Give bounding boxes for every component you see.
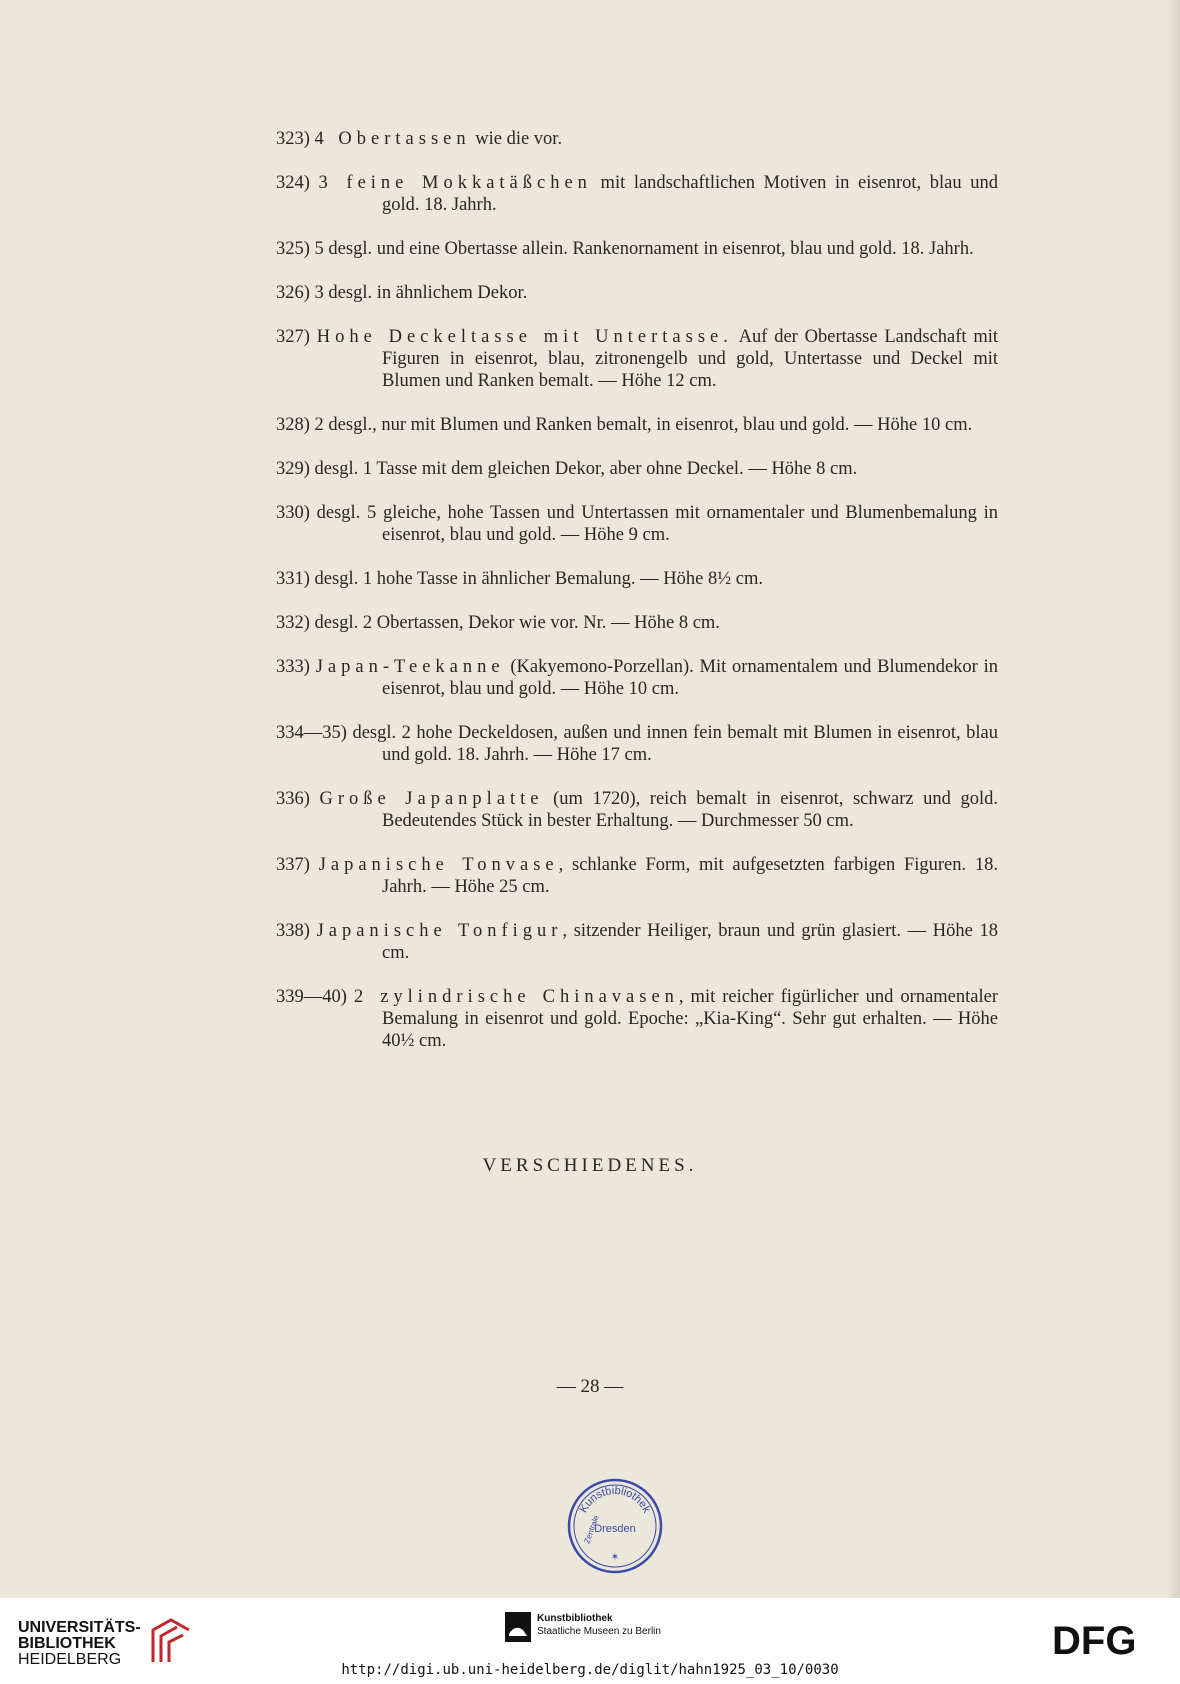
kunstbibliothek-logo[interactable]: Kunstbibliothek Staatliche Museen zu Berlin: [505, 1612, 661, 1642]
page-number: — 28 —: [556, 1376, 624, 1397]
dfg-logo[interactable]: [1052, 1620, 1162, 1665]
catalog-entry: 334—35) desgl. 2 hohe Deckeldosen, außen und innen fein bemalt mit Blumen in eisenrot, blau und gold. 18. Jahrh. — Höhe 17 cm.: [276, 723, 998, 765]
catalog-entry: 326) 3 desgl. in ähnlichem Dekor.: [276, 283, 528, 303]
catalog-entries: [276, 128, 998, 1074]
section-heading: VERSCHIEDENES.: [482, 1155, 698, 1176]
catalog-entry: 332) desgl. 2 Obertassen, Dekor wie vor. Nr. — Höhe 8 cm.: [276, 613, 720, 633]
catalog-entry: 329) desgl. 1 Tasse mit dem gleichen Dekor, aber ohne Deckel. — Höhe 8 cm.: [276, 459, 858, 479]
svg-text:Dresden: Dresden: [594, 1523, 636, 1535]
catalog-entry: 325) 5 desgl. und eine Obertasse allein. Rankenornament in eisenrot, blau und gold. 18. Jahrh.: [276, 239, 974, 259]
catalog-entry: 330) desgl. 5 gleiche, hohe Tassen und Untertassen mit ornamentaler und Blumenbemalung in eisenrot, blau und gold. — Höhe 9 cm.: [276, 503, 998, 545]
catalog-entry: 338) Japanische Tonfigur, sitzender Heiliger, braun und grün glasiert. — Höhe 18 cm.: [276, 921, 998, 963]
permalink-url[interactable]: http://digi.ub.uni-heidelberg.de/diglit/hahn1925_03_10/0030: [341, 1662, 839, 1678]
svg-text:Zentrale: Zentrale: [582, 1514, 601, 1545]
kunstbibliothek-mark-icon: [505, 1612, 531, 1642]
catalog-entry: 337) Japanische Tonvase, schlanke Form, mit aufgesetzten farbigen Figuren. 18. Jahrh. — Höhe 25 cm.: [276, 855, 998, 897]
catalog-entry: 339—40) 2 zylindrische Chinavasen, mit reicher figürlicher und ornamentaler Bemalung in eisenrot und gold. Epoche: „Kia-King“. Sehr gut erhalten. — Höhe 40½ cm.: [276, 987, 998, 1051]
ub-heidelberg-logo[interactable]: UNIVERSITÄTS- BIBLIOTHEK HEIDELBERG: [18, 1616, 193, 1671]
catalog-entry: 333) Japan-Teekanne (Kakyemono-Porzellan). Mit ornamentalem und Blumendekor in eisenrot, blau und gold. — Höhe 10 cm.: [276, 657, 999, 699]
page-edge: [1166, 0, 1180, 1598]
svg-text:DFG: DFG: [1052, 1620, 1137, 1660]
footer-bar: [0, 1598, 1180, 1684]
library-stamp-icon: [563, 1474, 667, 1578]
catalog-entry: 336) Große Japanplatte (um 1720), reich bemalt in eisenrot, schwarz und gold. Bedeutendes Stück in bester Erhaltung. — Durchmesser 50 cm.: [276, 789, 998, 831]
svg-text:Kunstbibliothek: Kunstbibliothek: [577, 1484, 653, 1515]
catalog-entry: 327) Hohe Deckeltasse mit Untertasse. Auf der Obertasse Landschaft mit Figuren in eisenrot, blau, zitronengelb und gold, Untertasse und Deckel mit Blumen und Ranken bemalt. — Höhe 12 cm.: [276, 327, 999, 391]
catalog-entry: 331) desgl. 1 hohe Tasse in ähnlicher Bemalung. — Höhe 8½ cm.: [276, 569, 763, 589]
svg-text:✶: ✶: [610, 1552, 620, 1563]
catalog-entry: 328) 2 desgl., nur mit Blumen und Ranken bemalt, in eisenrot, blau und gold. — Höhe 10 cm.: [276, 415, 973, 435]
catalog-entry: 323) 4 Obertassen wie die vor.: [276, 129, 563, 149]
catalog-entry: 324) 3 feine Mokkatäßchen mit landschaftlichen Motiven in eisenrot, blau und gold. 18. Jahrh.: [276, 173, 998, 215]
